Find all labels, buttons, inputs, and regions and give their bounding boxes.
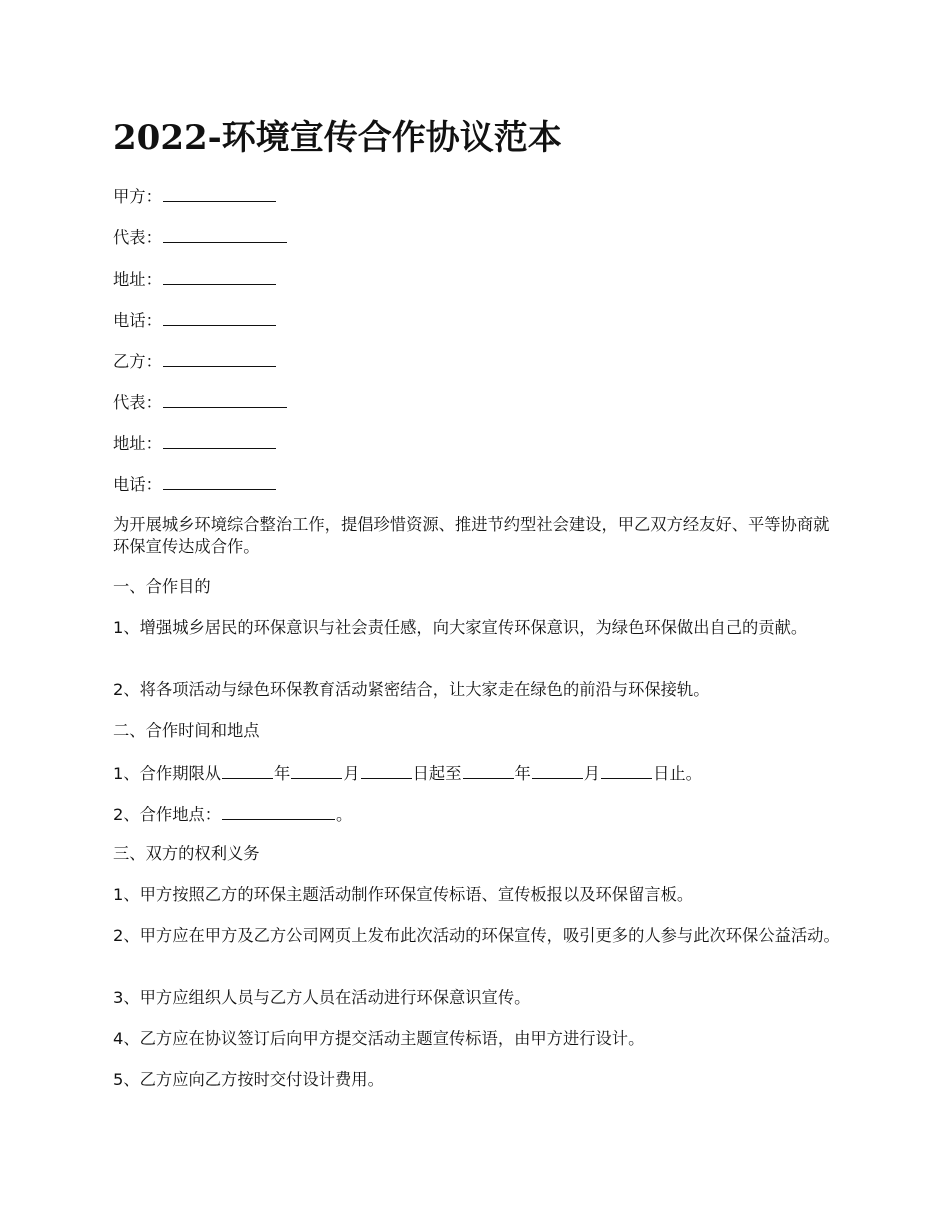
party-a-rep-blank [163, 225, 287, 243]
start-year-label: 年 [274, 764, 291, 783]
party-b-name-line [113, 349, 843, 373]
party-a-address-line [113, 267, 843, 291]
section3-item3: 3、甲方应组织人员与乙方人员在活动进行环保意识宣传。 [113, 988, 531, 1007]
start-day-blank [361, 761, 412, 779]
party-b-address-label: 地址： [113, 434, 162, 453]
section3-item5: 5、乙方应向乙方按时交付设计费用。 [113, 1070, 384, 1089]
end-year-blank [463, 761, 514, 779]
period-prefix: 1、合作期限从 [113, 764, 222, 783]
section1-item2: 2、将各项活动与绿色环保教育活动紧密结合，让大家走在绿色的前沿与环保接轨。 [113, 680, 710, 699]
party-b-phone-label: 电话： [113, 475, 162, 494]
start-day-label: 日起至 [412, 764, 462, 783]
end-year-label: 年 [514, 764, 531, 783]
location-end: 。 [336, 805, 353, 824]
party-a-phone-label: 电话： [113, 311, 162, 330]
party-a-name-blank [163, 184, 276, 202]
document-title: 2022-环境宣传合作协议范本 [113, 118, 562, 158]
intro-paragraph: 为开展城乡环境综合整治工作，提倡珍惜资源、推进节约型社会建设，甲乙双方经友好、平等协商就环保宣传达成合作。 [113, 515, 830, 556]
start-year-blank [222, 761, 273, 779]
party-b-address-blank [163, 431, 276, 449]
section2-heading: 二、合作时间和地点 [113, 721, 260, 740]
start-month-blank [291, 761, 342, 779]
section2-period-line [113, 761, 843, 785]
section1-item1: 1、增强城乡居民的环保意识与社会责任感，向大家宣传环保意识，为绿色环保做出自己的贡献。 [113, 618, 808, 637]
party-b-phone-blank [163, 472, 276, 490]
party-b-rep-label: 代表： [113, 393, 162, 412]
party-a-rep-line [113, 225, 843, 249]
party-a-rep-label: 代表： [113, 228, 162, 247]
party-b-name-blank [163, 349, 276, 367]
location-label: 2、合作地点： [113, 805, 222, 824]
end-day-blank [601, 761, 652, 779]
section3-item1: 1、甲方按照乙方的环保主题活动制作环保宣传标语、宣传板报以及环保留言板。 [113, 885, 694, 904]
party-b-name-label: 乙方： [113, 352, 162, 371]
party-a-phone-line [113, 308, 843, 332]
party-a-name-line [113, 184, 843, 208]
party-a-phone-blank [163, 308, 276, 326]
location-blank [222, 802, 335, 820]
end-month-blank [532, 761, 583, 779]
section2-location-line [113, 802, 843, 826]
party-a-address-label: 地址： [113, 270, 162, 289]
party-b-rep-line [113, 390, 843, 414]
section3-item4: 4、乙方应在协议签订后向甲方提交活动主题宣传标语，由甲方进行设计。 [113, 1029, 645, 1048]
start-month-label: 月 [343, 764, 360, 783]
party-b-phone-line [113, 472, 843, 496]
end-month-label: 月 [583, 764, 601, 783]
party-b-address-line [113, 431, 843, 455]
end-day-label: 日止。 [653, 764, 702, 783]
section3-item2: 2、甲方应在甲方及乙方公司网页上发布此次活动的环保宣传，吸引更多的人参与此次环保公益活动。 [113, 926, 840, 945]
section3-heading: 三、双方的权利义务 [113, 844, 260, 863]
party-a-address-blank [163, 267, 276, 285]
party-a-name-label: 甲方： [113, 187, 162, 206]
section1-heading: 一、合作目的 [113, 577, 211, 596]
party-b-rep-blank [163, 390, 287, 408]
